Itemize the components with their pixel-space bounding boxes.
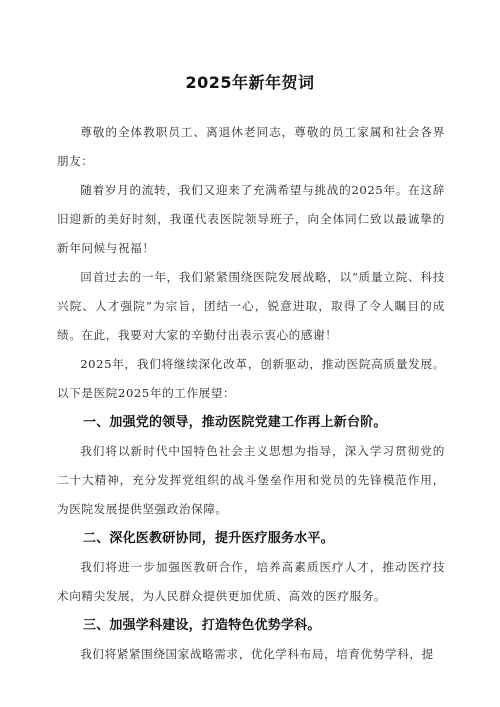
- document-body: [57, 118, 445, 669]
- section-heading-1: 一、加强党的领导，推动医院党建工作再上新台阶。: [83, 415, 387, 430]
- section-heading-2: 二、深化医教研协同，提升医疗服务水平。: [83, 531, 334, 546]
- section-paragraph-1: 我们将以新时代中国特色社会主义思想为指导，深入学习贯彻党的二十大精神，充分发挥党组织的战斗堡垒作用和党员的先锋模范作用，为医院发展提供坚强政治保障。: [57, 444, 445, 516]
- intro-paragraph-3: 2025年，我们将继续深化改革，创新驱动，推动医院高质量发展。以下是医院2025年的工作展望：: [57, 357, 445, 400]
- section-paragraph-3: 我们将紧紧围绕国家战略需求，优化学科布局，培育优势学科，提: [80, 647, 434, 661]
- document-title: 2025年新年贺词: [185, 73, 315, 92]
- intro-paragraph-2: 回首过去的一年，我们紧紧围绕医院发展战略，以“质量立院、科技兴院、人才强院”为宗旨，团结一心，锐意进取，取得了令人瞩目的成绩。在此，我要对大家的辛勤付出表示衷心的感谢！: [57, 270, 445, 342]
- greeting-paragraph: 尊敬的全体教职员工、离退休老同志，尊敬的员工家属和社会各界朋友：: [57, 125, 445, 168]
- section-paragraph-2: 我们将进一步加强医教研合作，培养高素质医疗人才，推动医疗技术向精尖发展，为人民群众提供更加优质、高效的医疗服务。: [57, 560, 445, 603]
- intro-paragraph-1: 随着岁月的流转，我们又迎来了充满希望与挑战的2025年。在这辞旧迎新的美好时刻，我谨代表医院领导班子，向全体同仁致以最诚挚的新年问候与祝福！: [57, 183, 445, 255]
- section-heading-3: 三、加强学科建设，打造特色优势学科。: [83, 618, 321, 633]
